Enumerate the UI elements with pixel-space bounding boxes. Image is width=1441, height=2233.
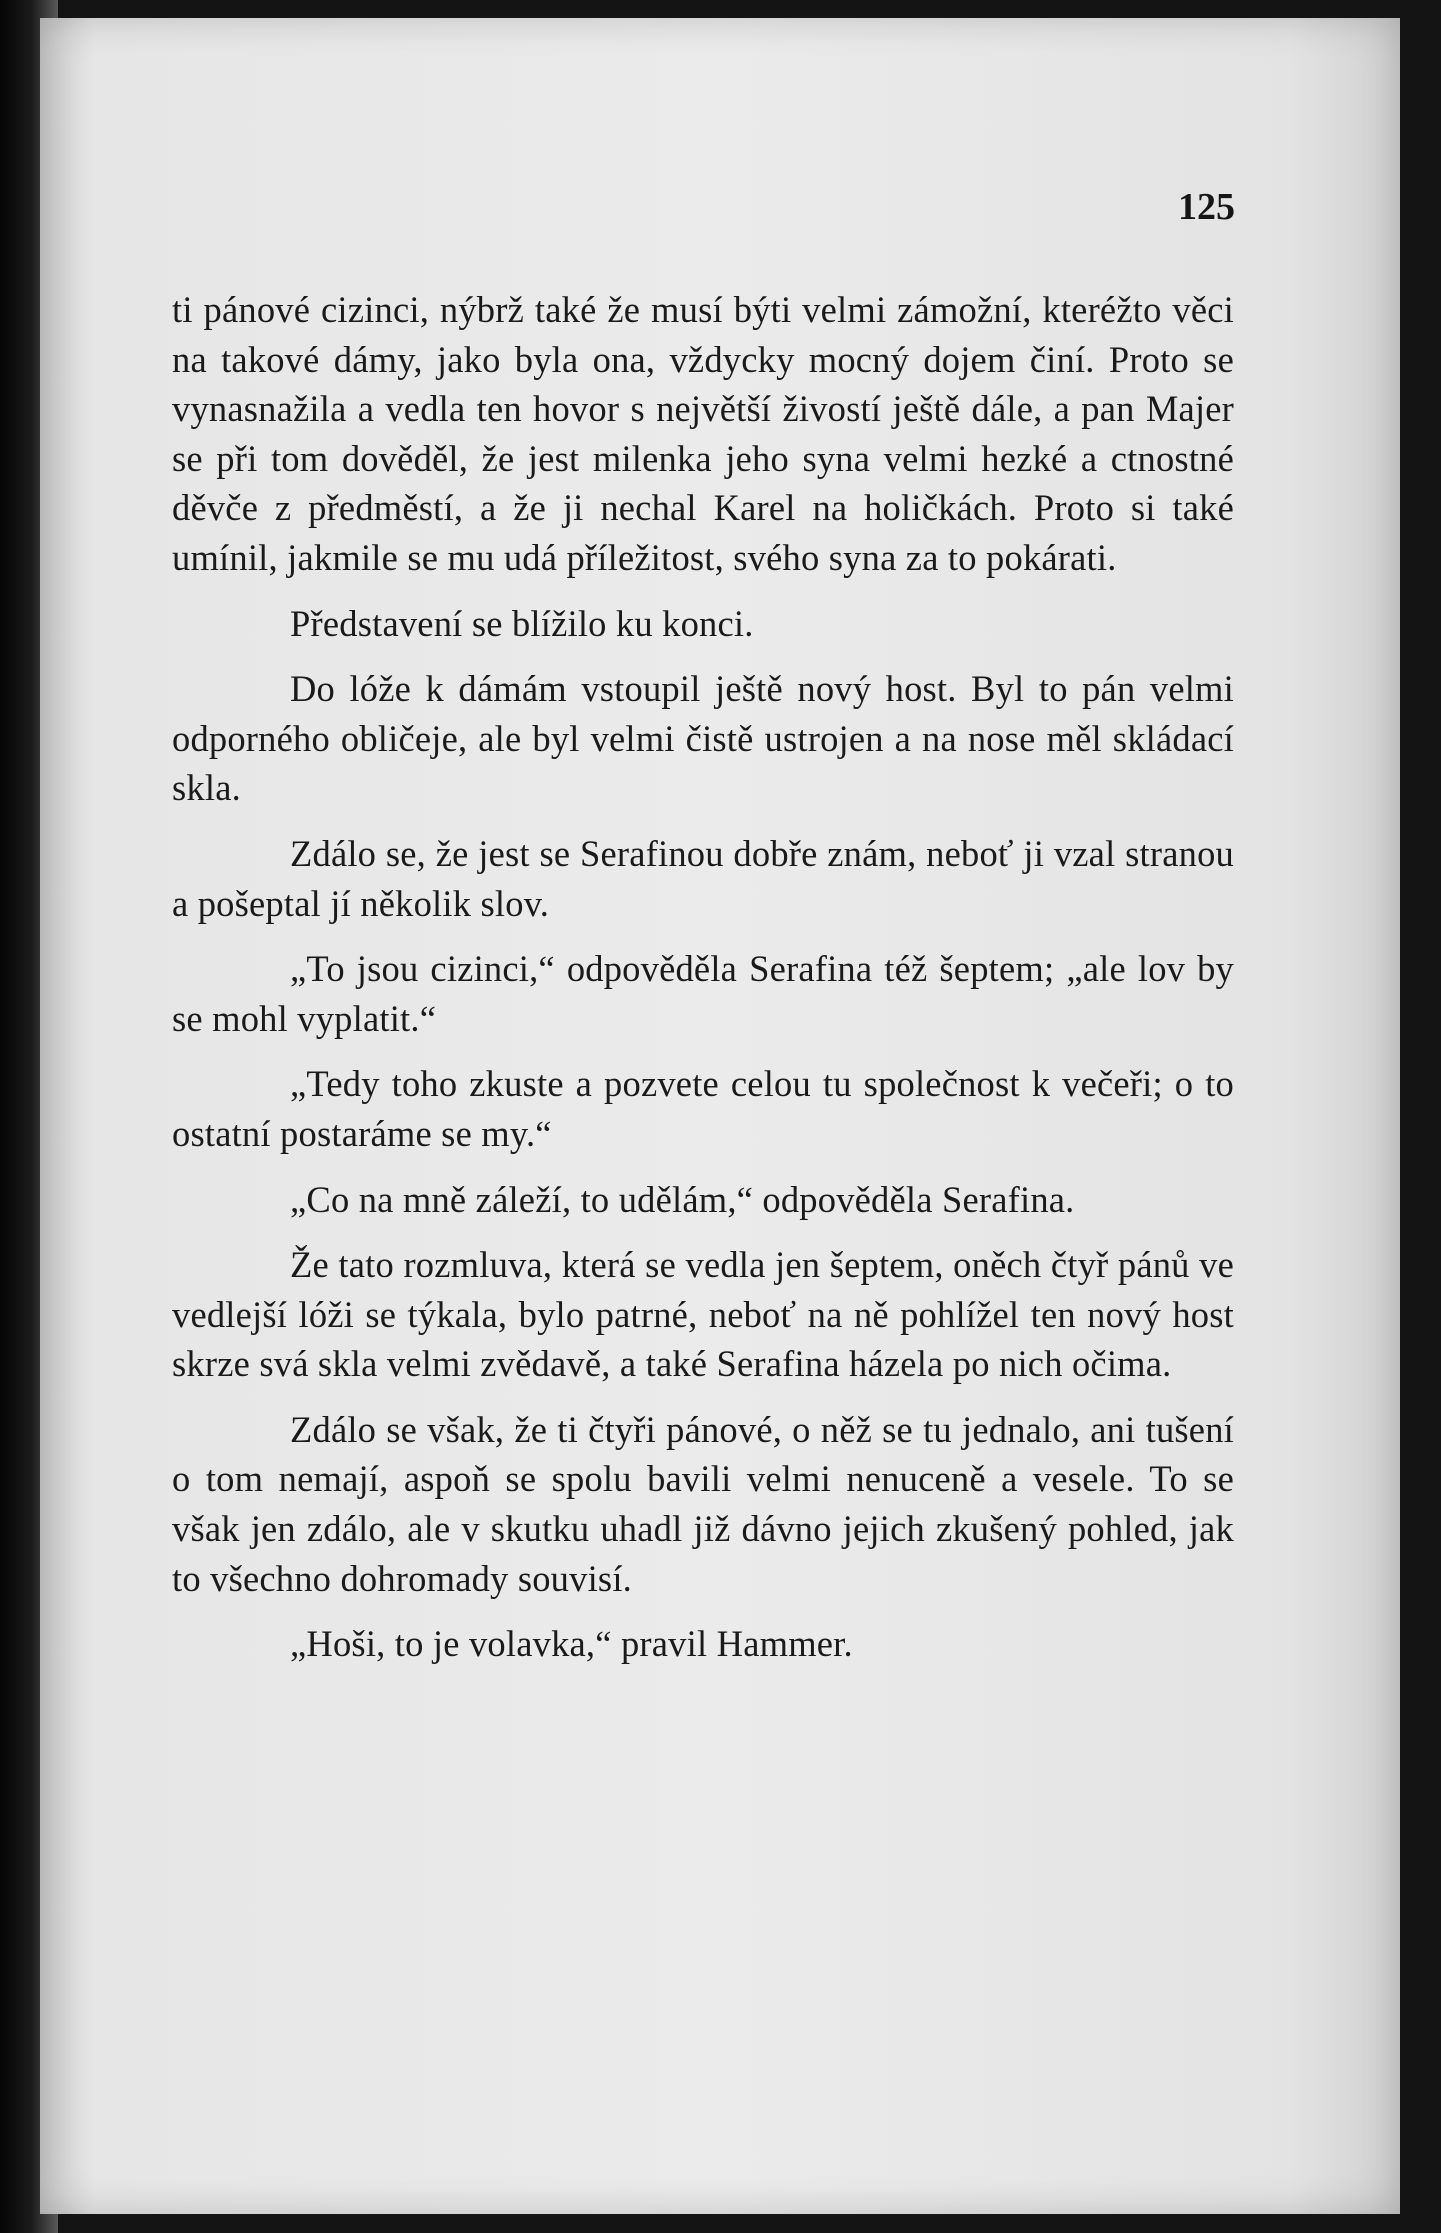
paragraph: „Hoši, to je volavka,“ pravil Hammer. xyxy=(290,1623,853,1665)
paragraph: „To jsou cizinci,“ odpověděla Serafina též šeptem; „ale lov by se mohl vyplatit.“ xyxy=(172,948,1234,1039)
paragraph: Že tato rozmluva, která se vedla jen šeptem, oněch čtyř pánů ve vedlejší lóži se týkala, bylo patrné, neboť na ně pohlížel ten nový host skrze svá skla velmi zvědavě, a také Serafina házela po nich očima. xyxy=(172,1244,1234,1385)
paragraph: Zdálo se však, že ti čtyři pánové, o něž se tu jednalo, ani tušení o tom nemají, aspoň se spolu bavili velmi nenuceně a vesele. To se však jen zdálo, ale v skutku uhadl již dávno jejich zkušený pohled, jak to všechno dohromady souvisí. xyxy=(172,1408,1234,1599)
page-number: 125 xyxy=(1178,186,1235,228)
paragraph: ti pánové cizinci, nýbrž také že musí býti velmi zámožní, kteréžto věci na takové dámy, jako byla ona, vždycky mocný dojem činí. Proto se vynasnažila a vedla ten hovor s největší živostí ještě dále, a pan Majer se při tom dověděl, že jest milenka jeho syna velmi hezké a ctnostné děvče z předměstí, a že ji nechal Karel na holičkách. Proto si také umínil, jakmile se mu udá příležitost, svého syna za to pokárati. xyxy=(172,289,1234,578)
paragraph: Zdálo se, že jest se Serafinou dobře znám, neboť ji vzal stranou a pošeptal jí několik slov. xyxy=(172,832,1234,924)
body-text xyxy=(172,285,1234,1669)
paragraph: „Tedy toho zkuste a pozvete celou tu společnost k večeři; o to ostatní postaráme se my.“ xyxy=(172,1063,1234,1154)
paragraph: „Co na mně záleží, to udělám,“ odpověděla Serafina. xyxy=(290,1178,1075,1220)
paragraph: Do lóže k dámám vstoupil ještě nový host. Byl to pán velmi odporného obličeje, ale byl velmi čistě ustrojen a na nose měl skládací skla. xyxy=(172,668,1234,809)
paragraph: Představení se blížilo ku konci. xyxy=(290,602,754,644)
